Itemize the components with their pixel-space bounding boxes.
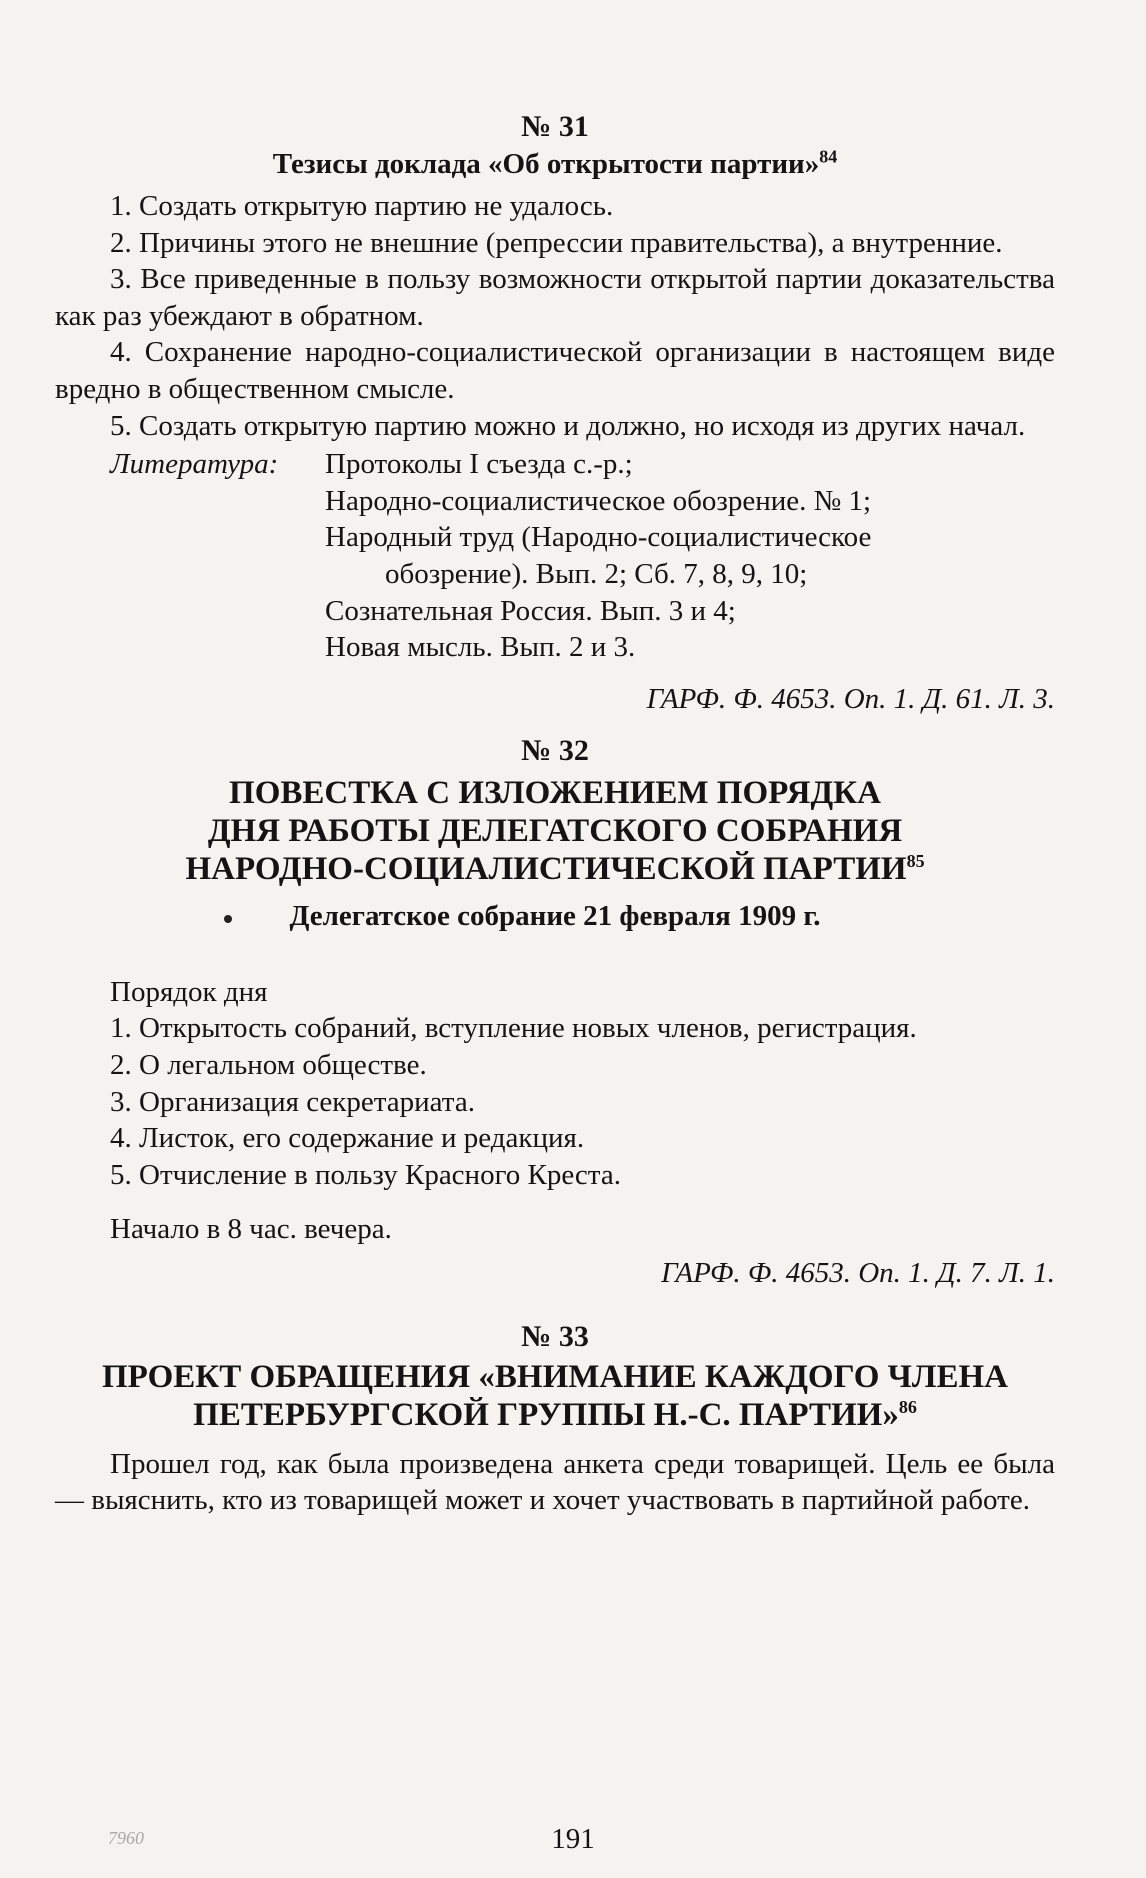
- literature-item: Сознательная Россия. Вып. 3 и 4;: [325, 594, 736, 627]
- doc32-footnote-ref: 85: [906, 850, 925, 871]
- doc31-item-1: 1. Создать открытую партию не удалось.: [110, 190, 614, 222]
- ink-dot: [224, 915, 232, 923]
- doc32-number: № 32: [521, 733, 589, 767]
- doc33-number: № 33: [521, 1319, 589, 1353]
- agenda-item-5: 5. Отчисление в пользу Красного Креста.: [110, 1158, 621, 1191]
- page-number: 191: [551, 1823, 595, 1855]
- doc31-item-2: 2. Причины этого не внешние (репрессии правительства), а внутренние.: [110, 226, 1003, 259]
- doc33-title-line-2: ПЕТЕРБУРГСКОЙ ГРУППЫ Н.-С. ПАРТИИ»$^{86}$: [193, 1396, 917, 1433]
- doc32-source: ГАРФ. Ф. 4653. Оп. 1. Д. 7. Л. 1.: [661, 1256, 1055, 1289]
- agenda-item-3: 3. Организация секретариата.: [110, 1085, 475, 1118]
- doc31-item-3: 3. Все приведенные в пользу возможности открытой партии доказательства как раз убеждают в обратном.: [55, 263, 1055, 332]
- doc33-paragraph: Прошел год, как была произведена анкета среди товарищей. Цель ее была — выяснить, кто из товарищей может и хочет участвовать в партийной работе.: [55, 1447, 1055, 1517]
- agenda-label: Порядок дня: [110, 975, 268, 1008]
- doc31-footnote-ref: 84: [819, 146, 838, 167]
- doc31-item-4: 4. Сохранение народно-социалистической организации в настоящем виде вредно в общественном смысле.: [55, 336, 1055, 405]
- literature-item: Протоколы I съезда с.-р.;: [325, 448, 633, 481]
- literature-item: Народный труд (Народно-социалистическое: [325, 521, 872, 554]
- agenda-item-4: 4. Листок, его содержание и редакция.: [110, 1122, 585, 1155]
- doc32-title-line-2: ДНЯ РАБОТЫ ДЕЛЕГАТСКОГО СОБРАНИЯ: [207, 812, 903, 849]
- page-content: [55, 108, 1055, 1519]
- doc31-title: Тезисы доклада «Об открытости партии»$^{84}$: [272, 146, 838, 180]
- doc31-source: ГАРФ. Ф. 4653. Оп. 1. Д. 61. Л. 3.: [646, 682, 1055, 715]
- literature-label: Литература:: [110, 448, 279, 481]
- doc33-footnote-ref: 86: [898, 1396, 917, 1417]
- doc32-title-line-1: ПОВЕСТКА С ИЗЛОЖЕНИЕМ ПОРЯДКА: [229, 774, 881, 811]
- start-time: Начало в 8 час. вечера.: [110, 1213, 392, 1246]
- doc31-number: № 31: [521, 110, 589, 143]
- literature-item: Новая мысль. Вып. 2 и 3.: [325, 631, 636, 664]
- doc32-title-line-3: НАРОДНО-СОЦИАЛИСТИЧЕСКОЙ ПАРТИИ$^{85}$: [185, 850, 925, 887]
- doc31-item-5: 5. Создать открытую партию можно и должно, но исходя из других начал.: [110, 409, 1026, 442]
- agenda-item-1: 1. Открытость собраний, вступление новых членов, регистрация.: [110, 1012, 917, 1045]
- doc32-subtitle: Делегатское собрание 21 февраля 1909 г.: [289, 899, 821, 932]
- agenda-item-2: 2. О легальном обществе.: [110, 1048, 427, 1081]
- doc33-title-line-1: ПРОЕКТ ОБРАЩЕНИЯ «ВНИМАНИЕ КАЖДОГО ЧЛЕНА: [101, 1358, 1009, 1395]
- doc31-literature: [55, 446, 1055, 666]
- literature-item: Народно-социалистическое обозрение. № 1;: [325, 484, 872, 517]
- literature-item: обозрение). Вып. 2; Сб. 7, 8, 9, 10;: [385, 557, 808, 590]
- faint-mark: 7960: [108, 1828, 144, 1848]
